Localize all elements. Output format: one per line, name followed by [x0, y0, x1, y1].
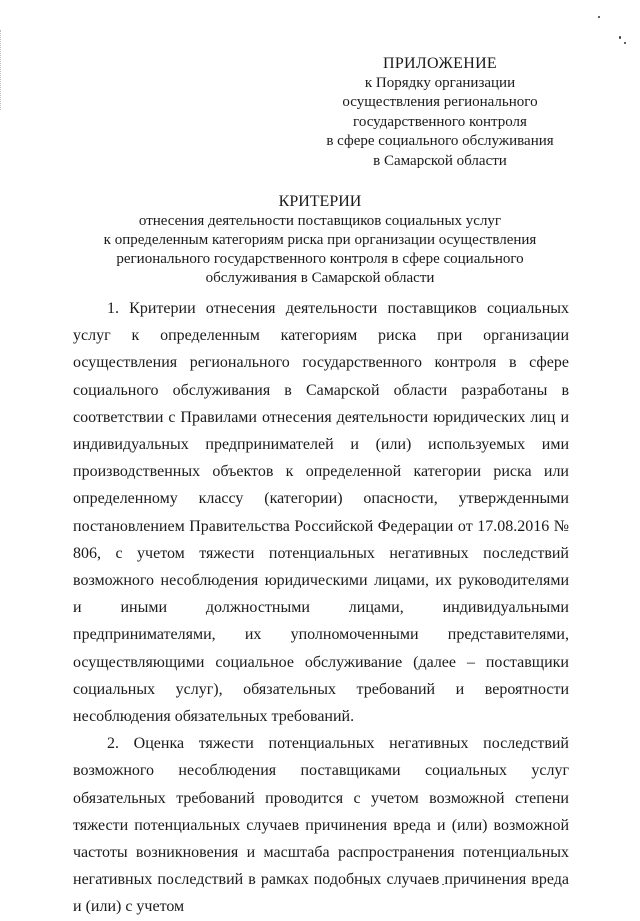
scan-edge-mark — [0, 30, 3, 110]
document-body — [73, 295, 569, 921]
appendix-line: в сфере социального обслуживания — [326, 133, 554, 149]
appendix-line: государственного контроля — [353, 113, 527, 130]
scan-speck — [624, 42, 626, 44]
scan-speck — [619, 36, 621, 39]
paragraph-2: 2. Оценка тяжести потенциальных негативных последствий возможного несоблюдения поставщиками социальных услуг обязательных требований проводится с учетом возможной степени тяжести потенциальных случаев причинения вреда и (или) возможной частоты возникновения и масштаба распространения потенциальных негативных последствий в рамках подобных случаев причинения вреда и (или) с учетом — [73, 735, 569, 916]
appendix-line: к Порядку организации — [364, 74, 516, 91]
paragraph-1: 1. Критерии отнесения деятельности поставщиков социальных услуг к определенным категориям риска при организации осуществления регионального государственного контроля в сфере социального обслуживания в Самарской области разработаны в соответствии с Правилами отнесения деятельности юридических лиц и индивидуальных предпринимателей и (или) используемых ими производственных объектов к определенной категории риска или определенному классу (категории) опасности, утвержденными постановлением Правительства Российской Федерации от 17.08.2016 № 806, с учетом тяжести потенциальных негативных последствий возможного несоблюдения юридическими лицами, их руководителями и иными должностными лицами, индивидуальными предпринимателями, их уполномоченными представителями, осуществляющими социальное обслуживание (далее – поставщики социальных услуг), обязательных требований и вероятности несоблюдения обязательных требований. — [73, 300, 569, 726]
appendix-block — [300, 54, 580, 171]
criteria-line: регионального государственного контроля в сфере социального — [116, 251, 524, 267]
appendix-line: в Самарской области — [373, 152, 507, 169]
criteria-line: отнесения деятельности поставщиков социальных услуг — [138, 213, 502, 229]
criteria-line: к определенным категориям риска при организации осуществления — [103, 232, 537, 248]
criteria-block — [40, 192, 600, 288]
scan-speck — [598, 16, 600, 18]
criteria-heading: КРИТЕРИИ — [278, 193, 362, 210]
appendix-title: ПРИЛОЖЕНИЕ — [382, 55, 497, 72]
criteria-line: обслуживания в Самарской области — [205, 270, 435, 286]
appendix-line: осуществления регионального — [342, 94, 538, 110]
